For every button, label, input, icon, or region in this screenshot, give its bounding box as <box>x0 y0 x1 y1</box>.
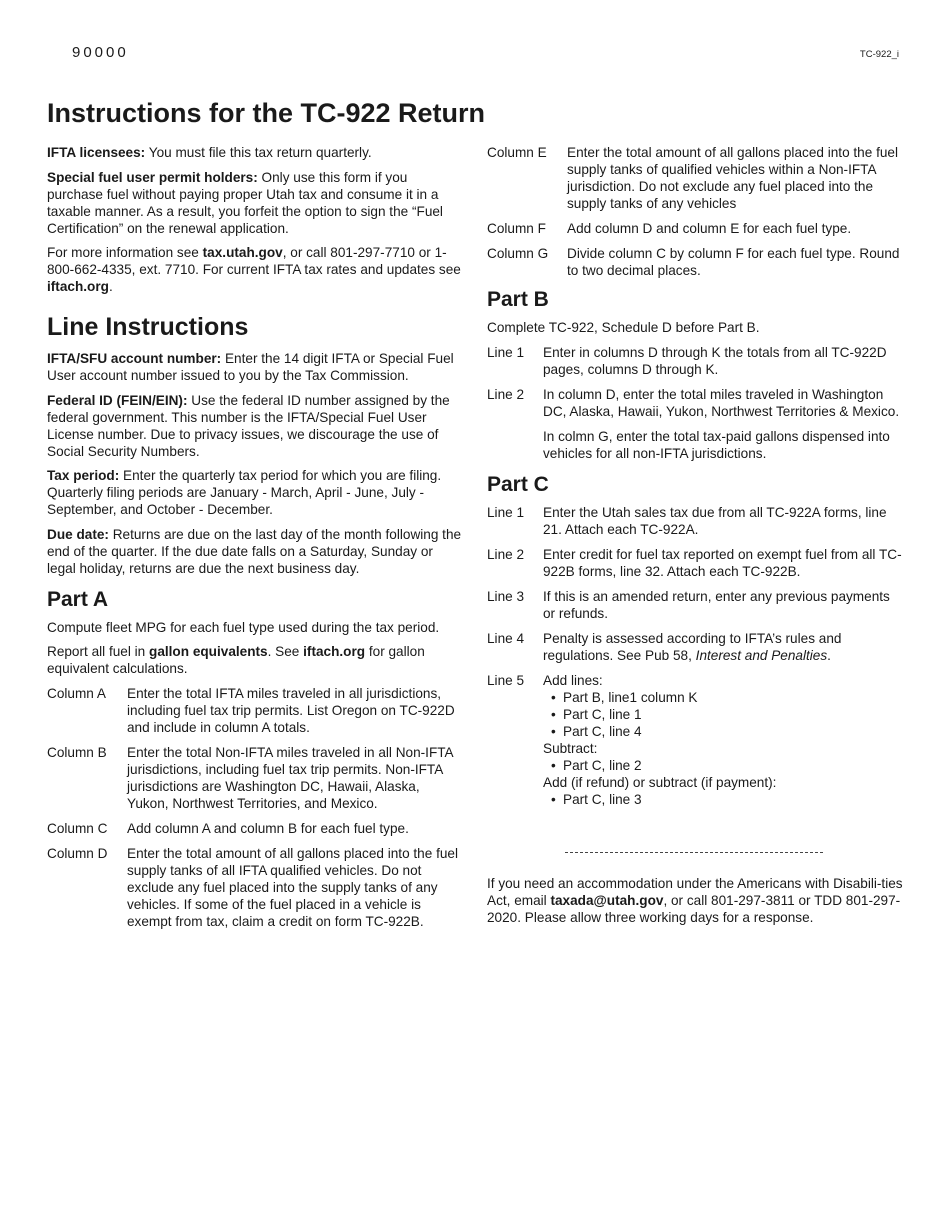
line-instructions-heading: Line Instructions <box>47 313 249 341</box>
part-c-line-2: Line 2 Enter credit for fuel tax reported on exempt fuel from all TC-922B forms, line 32. Attach each TC-922B. <box>487 546 902 579</box>
part-a-heading: Part A <box>47 587 109 611</box>
federal-id-instruction: Federal ID (FEIN/EIN): Use the federal ID number assigned by the federal government. This number is the IFTA/Special Fuel User License number. Due to privacy issues, we discourage the use of Social Security Numbers. <box>47 392 450 459</box>
page-title: Instructions for the TC-922 Return <box>47 98 486 128</box>
subtract-list <box>543 757 905 774</box>
column-f-row: Column F Add column D and column E for each fuel type. <box>487 221 852 236</box>
due-date-instruction: Due date: Returns are due on the last day of the month following the end of the quarter. If the due date falls on a Saturday, Sunday or legal holiday, returns are due the next business day. <box>47 526 462 576</box>
more-info-paragraph: For more information see tax.utah.gov, or call 801-297-7710 or 1-800-662-4335, ext. 7710. For current IFTA tax rates and updates see iftach.org. <box>47 245 461 294</box>
intro-ifta-licensees: IFTA licensees: You must file this tax return quarterly. <box>47 145 372 160</box>
part-a-intro: Compute fleet MPG for each fuel type used during the tax period. <box>47 619 440 635</box>
form-number: 90000 <box>72 44 129 61</box>
column-e-row: Column E Enter the total amount of all gallons placed into the fuel supply tanks of qualified vehicles within a Non-IFTA jurisdiction. Do not exclude any fuel placed into the supply tanks of any vehicles <box>487 145 898 211</box>
accommodation-note: If you need an accommodation under the Americans with Disabili-ties Act, email taxada@utah.gov, or call 801-297-3811 or TDD 801-297-2020. Please allow three working days for a response. <box>487 875 903 925</box>
part-b-line-2: Line 2 In column D, enter the total miles traveled in Washington DC, Alaska, Hawaii, Yukon, Northwest Territories & Mexico. In colmn G, enter the total tax-paid gallons dispensed into vehicles for all non-IFTA jurisdictions. <box>487 386 900 461</box>
iftach-link: iftach.org <box>47 279 109 294</box>
part-c-line-1: Line 1 Enter the Utah sales tax due from all TC-922A forms, line 21. Attach each TC-922A. <box>487 504 887 537</box>
add-lines-label: Add lines: <box>543 672 603 688</box>
account-number-instruction: IFTA/SFU account number: Enter the 14 digit IFTA or Special Fuel User account number issued to you by the Tax Commission. <box>47 351 454 383</box>
part-b-heading: Part B <box>487 288 549 311</box>
add-or-subtract-label: Add (if refund) or subtract (if payment): <box>543 774 777 790</box>
intro-special-fuel-users: Special fuel user permit holders: Only use this form if you purchase fuel without paying proper Utah tax and consume it in a taxable manner. As a result, you forfeit the option to sign the “Fuel Certification” on the renewal application. <box>47 169 443 236</box>
subtract-label: Subtract: <box>543 740 598 756</box>
left-column <box>47 144 462 938</box>
part-b-intro: Complete TC-922, Schedule D before Part B. <box>487 320 760 335</box>
right-column <box>487 144 905 926</box>
part-b-line-1: Line 1 Enter in columns D through K the totals from all TC-922D pages, columns D through K. <box>487 344 887 377</box>
part-a-gallon-note: Report all fuel in gallon equivalents. See iftach.org for gallon equivalent calculations. <box>47 644 425 676</box>
column-g-row: Column G Divide column C by column F for each fuel type. Round to two decimal places. <box>487 246 900 278</box>
add-lines-list <box>543 689 905 740</box>
list-item: • Part C, line 2 <box>551 757 905 774</box>
column-d-row: Column D Enter the total amount of all gallons placed into the fuel supply tanks of all IFTA qualified vehicles. Do not exclude any fuel placed into the supply tanks of any vehicles. If some of the fuel placed in a vehicle is exempt from tax, claim a credit on form TC-922B. <box>47 845 458 929</box>
part-c-line-5: Line 5 Add lines: • Part B, line1 column K • Part C, line 1 • Part C, line 4 Subtract: • Part C, line 2 Add (if refund) or subtract (if payment): • Part C, line 3 <box>487 672 905 808</box>
part-c-heading: Part C <box>487 472 549 496</box>
list-item: • Part C, line 4 <box>551 723 905 740</box>
part-c-line-3: Line 3 If this is an amended return, enter any previous payments or refunds. <box>487 588 890 621</box>
column-c-row: Column C Add column A and column B for each fuel type. <box>47 820 409 836</box>
separator-line <box>565 852 823 853</box>
form-id: TC-922_i <box>859 49 899 60</box>
tax-site-link: tax.utah.gov <box>202 245 283 260</box>
part-c-line-4: Line 4 Penalty is assessed according to IFTA’s rules and regulations. See Pub 58, Interest and Penalties. <box>487 630 842 663</box>
column-b-row: Column B Enter the total Non-IFTA miles traveled in all Non-IFTA jurisdictions, including fuel tax trip permits. Non-IFTA jurisdictions are Washington DC, Hawaii, Alaska, Yukon, Northwest Territories, and Mexico. <box>47 744 453 811</box>
final-list <box>543 791 905 808</box>
list-item: • Part C, line 1 <box>551 706 905 723</box>
column-a-row: Column A Enter the total IFTA miles traveled in all jurisdictions, including fuel tax trip permits. List Oregon on TC-922D and include in column A totals. <box>47 685 455 735</box>
ada-email: taxada@utah.gov <box>550 892 664 908</box>
list-item: • Part B, line1 column K <box>551 689 905 706</box>
list-item: • Part C, line 3 <box>551 791 905 808</box>
tax-period-instruction: Tax period: Enter the quarterly tax period for which you are filing. Quarterly filing periods are January - March, April - June, July - September, and October - December. <box>47 468 442 517</box>
